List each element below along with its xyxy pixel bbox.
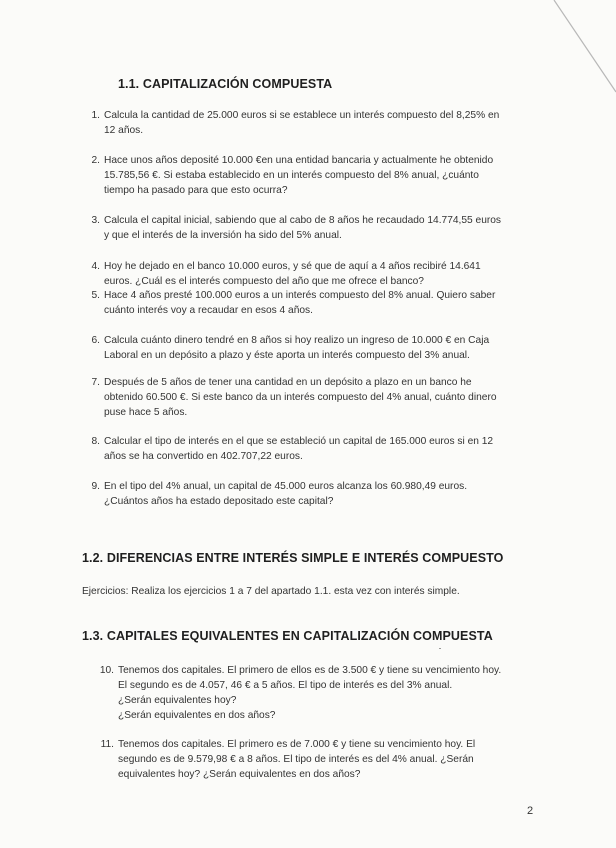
exercise-line: tiempo ha pasado para que esto ocurra?	[104, 185, 288, 196]
exercise-line: Después de 5 años de tener una cantidad en un depósito a plazo en un banco he	[104, 377, 472, 388]
exercise-3	[91, 213, 534, 243]
exercise-number: 11.	[100, 739, 114, 750]
exercise-line: En el tipo del 4% anual, un capital de 45.000 euros alcanza los 60.980,49 euros.	[104, 481, 468, 492]
exercise-number: 5.	[91, 290, 100, 301]
scan-corner-line	[546, 0, 616, 100]
exercise-number: 8.	[91, 436, 100, 447]
exercise-line: Tenemos dos capitales. El primero de ellos es de 3.500 € y tiene su vencimiento hoy.	[118, 665, 502, 676]
exercise-number: 3.	[91, 215, 100, 226]
exercise-line: El segundo es de 4.057, 46 € a 5 años. El tipo de interés es del 3% anual.	[118, 680, 453, 691]
exercise-number: 6.	[91, 335, 100, 346]
exercise-4	[91, 259, 534, 289]
exercise-line: Calcula cuánto dinero tendré en 8 años si hoy realizo un ingreso de 10.000 € en Caja	[104, 335, 490, 346]
exercise-2	[91, 153, 534, 198]
exercise-number: 4.	[91, 261, 100, 272]
exercise-line: ¿Cuántos años ha estado depositado este capital?	[104, 496, 334, 507]
exercise-11	[100, 737, 536, 782]
exercise-line: ¿Serán equivalentes hoy?	[118, 695, 237, 706]
exercise-line: 12 años.	[104, 125, 144, 136]
exercise-line: Calcula la cantidad de 25.000 euros si se establece un interés compuesto del 8,25% en	[104, 110, 500, 121]
exercise-line: cuánto interés voy a recaudar en esos 4 años.	[104, 305, 313, 316]
exercise-5	[91, 288, 534, 318]
exercise-number: 2.	[91, 155, 100, 166]
exercise-line: Laboral en un depósito a plazo y éste aporta un interés compuesto del 3% anual.	[104, 350, 470, 361]
exercise-line: y que el interés de la inversión ha sido del 5% anual.	[104, 230, 342, 241]
section-1-2-note: Ejercicios: Realiza los ejercicios 1 a 7 del apartado 1.1. esta vez con interés simple.	[82, 586, 460, 597]
exercise-line: equivalentes hoy? ¿Serán equivalentes en dos años?	[118, 769, 361, 780]
exercise-line: Hace 4 años presté 100.000 euros a un interés compuesto del 8% anual. Quiero saber	[104, 290, 496, 301]
exercise-9	[91, 479, 534, 509]
exercise-number: 7.	[91, 377, 100, 388]
exercise-line: segundo es de 9.579,98 € a 8 años. El tipo de interés es del 4% anual. ¿Serán	[118, 754, 474, 765]
section-title-1-1: 1.1. CAPITALIZACIÓN COMPUESTA	[118, 77, 333, 91]
exercise-line: Calcular el tipo de interés en el que se estableció un capital de 165.000 euros si en 12	[104, 436, 494, 447]
exercise-1	[91, 108, 534, 138]
exercise-line: obtenido 60.500 €. Si este banco da un interés compuesto del 4% anual, cuánto dinero	[104, 392, 497, 403]
exercise-number: 1.	[91, 110, 100, 121]
exercise-line: euros. ¿Cuál es el interés compuesto del año que me ofrece el banco?	[104, 276, 424, 287]
exercise-number: 9.	[91, 481, 100, 492]
scan-speck	[439, 648, 441, 649]
exercise-number: 10.	[99, 665, 114, 676]
exercise-line: 15.785,56 €. Si estaba establecido en un interés compuesto del 8% anual, ¿cuánto	[104, 170, 479, 181]
exercise-line: Calcula el capital inicial, sabiendo que al cabo de 8 años he recaudado 14.774,55 euros	[104, 215, 502, 226]
exercise-line: Hace unos años deposité 10.000 €en una entidad bancaria y actualmente he obtenido	[104, 155, 494, 166]
exercise-6	[91, 333, 534, 363]
exercise-line: años se ha convertido en 402.707,22 euros.	[104, 451, 303, 462]
exercise-7	[91, 375, 534, 420]
exercise-line: Tenemos dos capitales. El primero es de 7.000 € y tiene su vencimiento hoy. El	[118, 739, 476, 750]
exercise-8	[91, 434, 534, 464]
section-title-1-2: 1.2. DIFERENCIAS ENTRE INTERÉS SIMPLE E INTERÉS COMPUESTO	[82, 551, 504, 565]
exercise-line: ¿Serán equivalentes en dos años?	[118, 710, 276, 721]
exercise-line: Hoy he dejado en el banco 10.000 euros, y sé que de aquí a 4 años recibiré 14.641	[104, 261, 481, 272]
exercise-line: puse hace 5 años.	[104, 407, 188, 418]
section-title-1-3: 1.3. CAPITALES EQUIVALENTES EN CAPITALIZACIÓN COMPUESTA	[82, 629, 493, 643]
page-number: 2	[527, 805, 534, 817]
exercise-10	[99, 663, 536, 723]
